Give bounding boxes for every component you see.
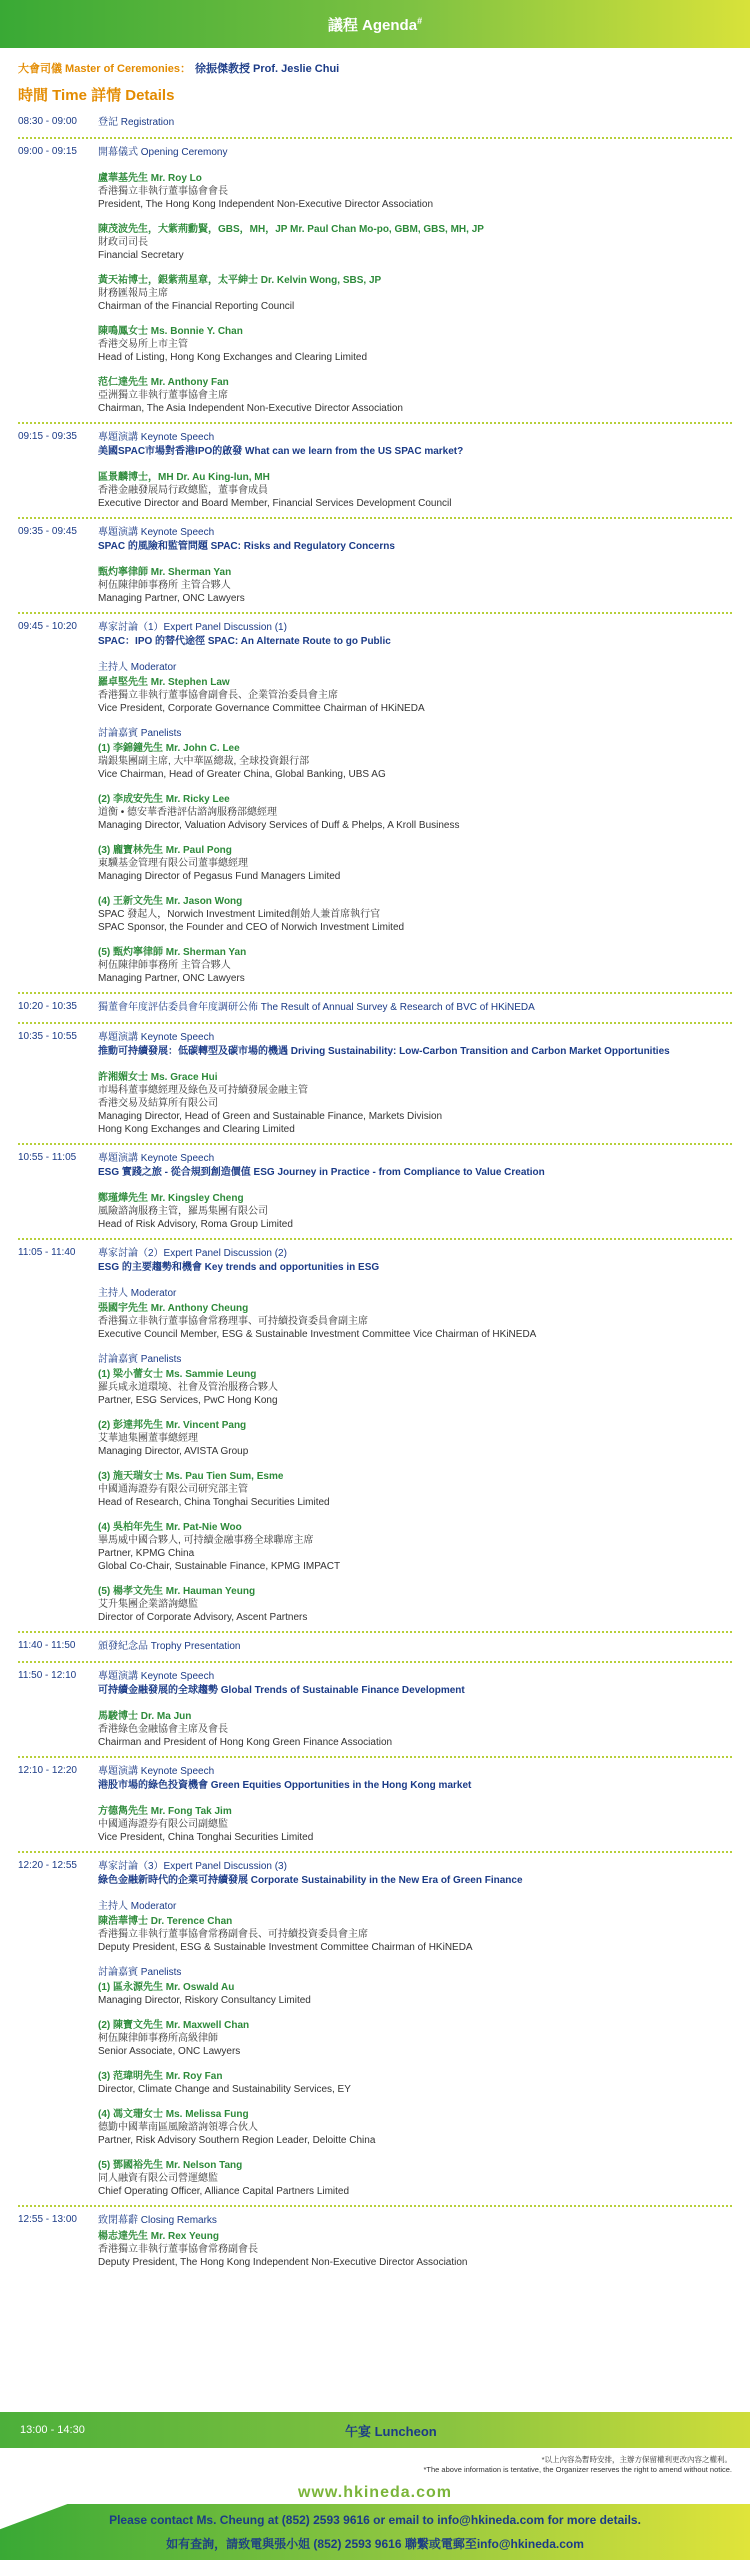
- agenda-item: [18, 1238, 732, 1631]
- speaker-title: 艾升集團企業諮詢總監: [98, 1599, 198, 1610]
- speaker: [98, 1071, 732, 1136]
- speaker-title: Partner, KPMG China: [98, 1548, 195, 1559]
- speaker-title: Vice President, China Tonghai Securities Limited: [98, 1832, 314, 1843]
- speaker: [98, 844, 732, 883]
- panel-role: 主持人 Moderator: [98, 1901, 177, 1912]
- speaker-name: 許湘媚女士 Ms. Grace Hui: [98, 1072, 218, 1083]
- agenda-item: [18, 1143, 732, 1238]
- speaker-title: Vice Chairman, Head of Greater China, Global Banking, UBS AG: [98, 769, 386, 780]
- session-topic: SPAC 的風險和監管問題 SPAC: Risks and Regulatory Concerns: [98, 541, 395, 552]
- agenda-time: 11:05 - 11:40: [18, 1247, 76, 1258]
- session-label: 專家討論（2）Expert Panel Discussion (2): [98, 1248, 287, 1259]
- speaker-name: 張國宇先生 Mr. Anthony Cheung: [98, 1303, 249, 1314]
- speaker-title: 風險諮詢服務主管，羅馬集團有限公司: [98, 1206, 268, 1217]
- speaker-title: 財務匯報局主席: [98, 288, 168, 299]
- speaker-title: Head of Risk Advisory, Roma Group Limited: [98, 1219, 293, 1230]
- speaker: [98, 274, 732, 313]
- speaker-title: 亞洲獨立非執行董事協會主席: [98, 390, 228, 401]
- agenda-item: [18, 137, 732, 422]
- speaker: [98, 1981, 732, 2007]
- panel-role: 討論嘉賓 Panelists: [98, 1967, 182, 1978]
- session-topic: 美國SPAC市場對香港IPO的啟發 What can we learn from the US SPAC market?: [98, 446, 464, 457]
- speaker-title: 柯伍陳律師事務所高級律師: [98, 2033, 218, 2044]
- session-label: 專家討論（3）Expert Panel Discussion (3): [98, 1861, 287, 1872]
- speaker-title: 艾華迪集團董事總經理: [98, 1433, 198, 1444]
- agenda-content: [98, 1670, 732, 1749]
- speaker: [98, 1368, 732, 1407]
- agenda-item: [18, 992, 732, 1022]
- speaker-name: (4) 王新文先生 Mr. Jason Wong: [98, 896, 243, 907]
- lunch-time: 13:00 - 14:30: [20, 2424, 85, 2436]
- agenda-time: 10:20 - 10:35: [18, 1001, 77, 1012]
- speaker-name: (3) 范瑋明先生 Mr. Roy Fan: [98, 2071, 223, 2082]
- speaker-name: (5) 鄧國裕先生 Mr. Nelson Tang: [98, 2160, 243, 2171]
- speaker-name: 盧華基先生 Mr. Roy Lo: [98, 173, 202, 184]
- disclaimer-zh: *以上內容為暫時安排，主辦方保留權利更改內容之權利。: [541, 2455, 732, 2464]
- speaker-title: Head of Research, China Tonghai Securities Limited: [98, 1497, 330, 1508]
- speaker-name: (1) 梁小蕾女士 Ms. Sammie Leung: [98, 1369, 257, 1380]
- speaker-title: 瑞銀集團副主席, 大中華區總裁, 全球投資銀行部: [98, 756, 310, 767]
- speaker: [98, 895, 732, 934]
- speaker-title: Global Co-Chair, Sustainable Finance, KPMG IMPACT: [98, 1561, 341, 1572]
- speaker: [98, 471, 732, 510]
- agenda-title-text: 議程 Agenda: [327, 16, 418, 34]
- speaker: [98, 1915, 732, 1954]
- agenda-time: 10:55 - 11:05: [18, 1152, 77, 1163]
- session-topic: 推動可持續發展：低碳轉型及碳市場的機遇 Driving Sustainability: Low-Carbon Transition and Carbon Market Opportunities: [98, 1046, 670, 1057]
- speaker: [98, 946, 732, 985]
- speaker-name: 方德雋先生 Mr. Fong Tak Jim: [98, 1806, 232, 1817]
- session-label: 專題演講 Keynote Speech: [98, 1766, 215, 1777]
- mc-row: [18, 60, 339, 76]
- website-link[interactable]: www.hkineda.com: [298, 2484, 452, 2501]
- session-topic: ESG 的主要趨勢和機會 Key trends and opportunities in ESG: [98, 1262, 380, 1273]
- agenda-item: [18, 422, 732, 517]
- speaker-title: Head of Listing, Hong Kong Exchanges and Clearing Limited: [98, 352, 368, 363]
- speaker-name: (3) 施天瑞女士 Ms. Pau Tien Sum, Esme: [98, 1471, 284, 1482]
- speaker-name: 范仁達先生 Mr. Anthony Fan: [98, 377, 229, 388]
- agenda-title-mark: #: [417, 15, 423, 26]
- speaker-title: Managing Partner, ONC Lawyers: [98, 593, 245, 604]
- agenda-content: [98, 1640, 732, 1654]
- speaker-title: SPAC Sponsor, the Founder and CEO of Norwich Investment Limited: [98, 922, 405, 933]
- contact-zh: 如有查詢，請致電與張小姐 (852) 2593 9616 聯繫或電郵至info@hkineda.com: [166, 2537, 584, 2551]
- agenda-time: 09:00 - 09:15: [18, 146, 77, 157]
- speaker-name: (5) 楊孝文先生 Mr. Hauman Yeung: [98, 1586, 256, 1597]
- session-label: 專題演講 Keynote Speech: [98, 1153, 215, 1164]
- speaker-title: Senior Associate, ONC Lawyers: [98, 2046, 241, 2057]
- agenda-time: 12:55 - 13:00: [18, 2214, 77, 2225]
- agenda-time: 11:40 - 11:50: [18, 1640, 76, 1651]
- speaker: [98, 1470, 732, 1509]
- speaker-name: 區景麟博士，MH Dr. Au King-lun, MH: [98, 472, 270, 483]
- speaker-title: Managing Director, AVISTA Group: [98, 1446, 249, 1457]
- speaker-title: Chairman and President of Hong Kong Green Finance Association: [98, 1737, 393, 1748]
- session-label: 頒發紀念品 Trophy Presentation: [98, 1641, 241, 1652]
- speaker: [98, 566, 732, 605]
- agenda-content: [98, 2214, 732, 2269]
- agenda-item: [18, 1022, 732, 1143]
- speaker-name: 甄灼寧律師 Mr. Sherman Yan: [98, 567, 232, 578]
- lunch-label: 午宴 Luncheon: [345, 2423, 437, 2439]
- speaker-title: 中國通海證券有限公司研究部主管: [98, 1484, 248, 1495]
- speaker-name: 羅卓堅先生 Mr. Stephen Law: [98, 677, 230, 688]
- agenda-content: [98, 621, 732, 985]
- speaker-title: 香港獨立非執行董事協會常務理事、可持續投資委員會副主席: [98, 1316, 368, 1327]
- session-topic: 可持續金融發展的全球趨勢 Global Trends of Sustainable Finance Development: [98, 1685, 465, 1696]
- speaker-title: SPAC 發起人，Norwich Investment Limited創始人兼首席執行官: [98, 909, 381, 920]
- speaker-title: 香港獨立非執行董事協會常務副會長: [98, 2244, 258, 2255]
- speaker-title: 財政司司長: [98, 237, 148, 248]
- speaker-title: 香港交易所上市主管: [98, 339, 188, 350]
- session-label: 登記 Registration: [98, 117, 175, 128]
- speaker-name: 楊志達先生 Mr. Rex Yeung: [98, 2231, 219, 2242]
- speaker-title: Executive Council Member, ESG & Sustainable Investment Committee Vice Chairman of HKiNEDA: [98, 1329, 537, 1340]
- speaker-title: 柯伍陳律師事務所 主管合夥人: [98, 580, 231, 591]
- agenda-item: [18, 612, 732, 992]
- speaker-name: (2) 陳寶文先生 Mr. Maxwell Chan: [98, 2020, 250, 2031]
- panel-role: 討論嘉賓 Panelists: [98, 728, 182, 739]
- speaker-title: Managing Director, Head of Green and Sustainable Finance, Markets Division: [98, 1111, 443, 1122]
- agenda-content: [98, 526, 732, 605]
- agenda-time: 11:50 - 12:10: [18, 1670, 77, 1681]
- agenda-time: 12:20 - 12:55: [18, 1860, 77, 1871]
- agenda-content: [98, 1031, 732, 1136]
- panel-role: 討論嘉賓 Panelists: [98, 1354, 182, 1365]
- agenda-content: [98, 1765, 732, 1844]
- session-label: 開幕儀式 Opening Ceremony: [98, 147, 228, 158]
- speaker-title: Hong Kong Exchanges and Clearing Limited: [98, 1124, 295, 1135]
- speaker-title: Director, Climate Change and Sustainability Services, EY: [98, 2084, 351, 2095]
- speaker: [98, 325, 732, 364]
- speaker: [98, 1710, 732, 1749]
- agenda-time: 12:10 - 12:20: [18, 1765, 77, 1776]
- speaker-name: 馬駿博士 Dr. Ma Jun: [98, 1711, 192, 1722]
- speaker-title: Managing Director of Pegasus Fund Managers Limited: [98, 871, 341, 882]
- speaker-title: Managing Director, Riskory Consultancy Limited: [98, 1995, 311, 2006]
- speaker-name: (2) 彭達邦先生 Mr. Vincent Pang: [98, 1420, 247, 1431]
- session-topic: 港股市場的綠色投資機會 Green Equities Opportunities in the Hong Kong market: [98, 1780, 472, 1791]
- speaker-title: 香港交易及結算所有限公司: [98, 1098, 218, 1109]
- speaker-name: (4) 吳柏年先生 Mr. Pat-Nie Woo: [98, 1522, 242, 1533]
- speaker-title: 同人融資有限公司營運總監: [98, 2173, 218, 2184]
- agenda-item: [18, 2205, 732, 2276]
- speaker: [98, 2230, 732, 2269]
- speaker-name: 陳浩華博士 Dr. Terence Chan: [98, 1916, 233, 1927]
- session-label: 致閉幕辭 Closing Remarks: [98, 2215, 217, 2226]
- speaker-title: 道衡 • 德安華香港評估諮詢服務部總經理: [98, 807, 278, 818]
- speaker: [98, 1521, 732, 1573]
- speaker: [98, 793, 732, 832]
- speaker-name: (2) 李成安先生 Mr. Ricky Lee: [98, 794, 230, 805]
- speaker-title: 香港金融發展局行政總監，董事會成員: [98, 485, 268, 496]
- speaker-name: (1) 區永源先生 Mr. Oswald Au: [98, 1982, 235, 1993]
- speaker-title: 畢馬威中國合夥人, 可持續金融事務全球聯席主席: [98, 1535, 314, 1546]
- agenda-content: [98, 1001, 732, 1015]
- session-label: 專家討論（1）Expert Panel Discussion (1): [98, 622, 287, 633]
- session-label: 專題演講 Keynote Speech: [98, 1671, 215, 1682]
- section-title: 時間 Time 詳情 Details: [18, 87, 175, 104]
- agenda-content: [98, 1860, 732, 2198]
- speaker-title: Managing Partner, ONC Lawyers: [98, 973, 245, 984]
- speaker: [98, 2159, 732, 2198]
- mc-name: 徐振傑教授 Prof. Jeslie Chui: [194, 63, 340, 75]
- contact-en: Please contact Ms. Cheung at (852) 2593 9616 or email to info@hkineda.com for more details.: [109, 2513, 641, 2527]
- agenda-time: 09:45 - 10:20: [18, 621, 77, 632]
- session-topic: 綠色金融新時代的企業可持續發展 Corporate Sustainability in the New Era of Green Finance: [98, 1875, 523, 1886]
- speaker-title: 羅兵咸永道環境、社會及管治服務合夥人: [98, 1382, 278, 1393]
- speaker-title: Financial Secretary: [98, 250, 184, 261]
- speaker: [98, 172, 732, 211]
- speaker-title: Managing Director, Valuation Advisory Services of Duff & Phelps, A Kroll Business: [98, 820, 460, 831]
- speaker: [98, 2019, 732, 2058]
- agenda-item: [18, 1756, 732, 1851]
- agenda-item: [18, 517, 732, 612]
- speaker-name: (4) 馮文珊女士 Ms. Melissa Fung: [98, 2109, 249, 2120]
- speaker-title: Partner, ESG Services, PwC Hong Kong: [98, 1395, 278, 1406]
- speaker: [98, 1805, 732, 1844]
- agenda-item: [18, 112, 732, 137]
- panel-role: 主持人 Moderator: [98, 1288, 177, 1299]
- agenda-time: 09:15 - 09:35: [18, 431, 77, 442]
- speaker-name: (3) 龐寶林先生 Mr. Paul Pong: [98, 845, 232, 856]
- speaker-title: Chief Operating Officer, Alliance Capital Partners Limited: [98, 2186, 350, 2197]
- speaker-name: 陳鳴鳳女士 Ms. Bonnie Y. Chan: [98, 326, 243, 337]
- speaker-title: 香港獨立非執行董事協會常務副會長、可持續投資委員會主席: [98, 1929, 368, 1940]
- speaker-title: President, The Hong Kong Independent Non-Executive Director Association: [98, 199, 434, 210]
- agenda-time: 10:35 - 10:55: [18, 1031, 77, 1042]
- speaker-title: Chairman of the Financial Reporting Council: [98, 301, 295, 312]
- speaker-title: 東驥基金管理有限公司董事總經理: [98, 858, 248, 869]
- speaker-name: 黃天祐博士，銀紫荊星章，太平紳士 Dr. Kelvin Wong, SBS, JP: [98, 275, 382, 286]
- agenda-content: [98, 1247, 732, 1624]
- speaker-title: 德勤中國華南區風險諮詢領導合伙人: [98, 2122, 258, 2133]
- disclaimer-en: *The above information is tentative, the Organizer reserves the right to amend without notice.: [423, 2465, 732, 2474]
- session-label: 獨董會年度評估委員會年度調研公佈 The Result of Annual Survey & Research of BVC of HKiNEDA: [98, 1002, 535, 1013]
- speaker: [98, 1192, 732, 1231]
- speaker-title: 香港獨立非執行董事協會副會長、企業管治委員會主席: [98, 690, 338, 701]
- agenda-content: [98, 146, 732, 415]
- panel-role: 主持人 Moderator: [98, 662, 177, 673]
- speaker-title: 市場科董事總經理及綠色及可持續發展金融主管: [98, 1085, 308, 1096]
- speaker-name: (5) 甄灼寧律師 Mr. Sherman Yan: [98, 947, 247, 958]
- speaker-title: Deputy President, The Hong Kong Independent Non-Executive Director Association: [98, 2257, 468, 2268]
- speaker-title: 柯伍陳律師事務所 主管合夥人: [98, 960, 231, 971]
- speaker-title: 中國通海證券有限公司副總監: [98, 1819, 228, 1830]
- speaker: [98, 1419, 732, 1458]
- session-label: 專題演講 Keynote Speech: [98, 1032, 215, 1043]
- agenda-time: 09:35 - 09:45: [18, 526, 77, 537]
- agenda-content: [98, 431, 732, 510]
- speaker-title: Deputy President, ESG & Sustainable Investment Committee Chairman of HKiNEDA: [98, 1942, 473, 1953]
- session-label: 專題演講 Keynote Speech: [98, 432, 215, 443]
- speaker-title: Chairman, The Asia Independent Non-Executive Director Association: [98, 403, 403, 414]
- session-label: 專題演講 Keynote Speech: [98, 527, 215, 538]
- agenda-time: 08:30 - 09:00: [18, 116, 77, 127]
- speaker: [98, 1585, 732, 1624]
- speaker-title: Director of Corporate Advisory, Ascent Partners: [98, 1612, 308, 1623]
- schedule: [18, 112, 732, 2276]
- speaker-title: Executive Director and Board Member, Financial Services Development Council: [98, 498, 452, 509]
- agenda-item: [18, 1631, 732, 1661]
- speaker-title: Vice President, Corporate Governance Committee Chairman of HKiNEDA: [98, 703, 425, 714]
- session-topic: ESG 實踐之旅 - 從合規到創造價值 ESG Journey in Practice - from Compliance to Value Creation: [98, 1167, 545, 1178]
- speaker-title: 香港綠色金融協會主席及會長: [98, 1724, 228, 1735]
- agenda-title: [328, 14, 422, 35]
- speaker: [98, 223, 732, 262]
- speaker-name: 鄭瑾燁先生 Mr. Kingsley Cheng: [98, 1193, 244, 1204]
- session-topic: SPAC：IPO 的替代途徑 SPAC: An Alternate Route to go Public: [98, 636, 391, 647]
- speaker-title: 香港獨立非執行董事協會會長: [98, 186, 228, 197]
- lunch-bar: [0, 2412, 750, 2448]
- top-banner: [0, 0, 750, 48]
- speaker-name: (1) 李錦鐘先生 Mr. John C. Lee: [98, 743, 240, 754]
- speaker: [98, 2108, 732, 2147]
- speaker: [98, 376, 732, 415]
- agenda-content: [98, 116, 732, 130]
- mc-label: 大會司儀 Master of Ceremonies：: [18, 63, 191, 75]
- speaker: [98, 676, 732, 715]
- speaker-title: Partner, Risk Advisory Southern Region Leader, Deloitte China: [98, 2135, 376, 2146]
- speaker: [98, 2070, 732, 2096]
- speaker-name: 陳茂波先生，大紫荊勳賢，GBS，MH，JP Mr. Paul Chan Mo-po, GBM, GBS, MH, JP: [98, 224, 484, 235]
- agenda-content: [98, 1152, 732, 1231]
- agenda-item: [18, 1851, 732, 2205]
- speaker: [98, 742, 732, 781]
- speaker: [98, 1302, 732, 1341]
- agenda-item: [18, 1661, 732, 1756]
- disclaimer: [424, 2455, 733, 2475]
